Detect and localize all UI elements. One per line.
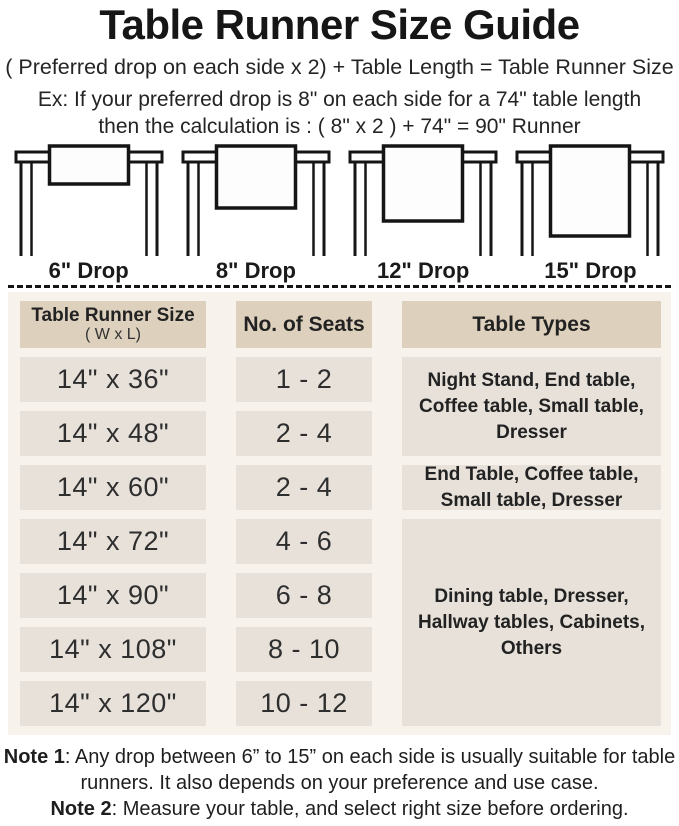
table-runner-diagram-icon [13,144,165,256]
table-runner-diagram-icon [180,144,332,256]
note-2-label: Note 2 [50,798,112,820]
note-1-text: : Any drop between 6” to 15” on each side is usually suitable for table runners. It also depends on your preference and use case. [64,746,676,794]
column-header-seats [236,301,372,348]
table-illustration-6-drop [5,144,172,285]
column-header-table-types [402,301,661,348]
column-header-runner-size [20,301,206,348]
seats-cell: 10 - 12 [236,681,372,726]
size-guide-panel [8,292,671,735]
drop-label-8: 8" Drop [215,258,296,283]
page-title: Table Runner Size Guide [99,1,580,48]
drop-label-15: 15" Drop [544,258,637,283]
formula-text: ( Preferred drop on each side x 2) + Table Length = Table Runner Size [5,55,674,79]
note-1 [2,744,678,796]
seats-cell: 1 - 2 [236,357,372,402]
note-1-label: Note 1 [3,746,65,768]
seats-cell: 2 - 4 [236,465,372,510]
table-illustration-8-drop [172,144,339,285]
drop-label-6: 6" Drop [48,258,129,283]
example-line-1: Ex: If your preferred drop is 8" on each side for a 74" table length [37,88,642,111]
size-cell: 14" x 36" [20,357,206,402]
header-table-types-title: Table Types [472,312,591,336]
header-runner-size-title: Table Runner Size [31,305,195,326]
size-cell: 14" x 60" [20,465,206,510]
size-cell: 14" x 72" [20,519,206,564]
table-runner-diagram-icon [514,144,666,256]
size-guide-table [20,301,661,726]
seats-cell: 4 - 6 [236,519,372,564]
header-seats-title: No. of Seats [243,312,365,336]
seats-cell: 2 - 4 [236,411,372,456]
size-cell: 14" x 48" [20,411,206,456]
note-2 [2,796,678,822]
notes-section [0,744,679,822]
table-illustration-12-drop [340,144,507,285]
seats-cell: 6 - 8 [236,573,372,618]
drop-label-12: 12" Drop [376,258,470,283]
note-2-text: : Measure your table, and select right size before ordering. [111,798,629,820]
size-cell: 14" x 120" [20,681,206,726]
size-cell: 14" x 90" [20,573,206,618]
table-types-group-small: Night Stand, End table, Coffee table, Small table, Dresser [402,357,661,456]
table-runner-diagram-icon [347,144,499,256]
seats-cell: 8 - 10 [236,627,372,672]
example-line-2: then the calculation is : ( 8" x 2 ) + 74" = 90" Runner [98,115,581,138]
drop-illustrations [0,144,679,285]
table-illustration-15-drop [507,144,674,285]
size-cell: 14" x 108" [20,627,206,672]
dashed-divider [8,285,671,288]
table-types-group-large: Dining table, Dresser, Hallway tables, Cabinets, Others [402,519,661,726]
table-types-group-medium: End Table, Coffee table, Small table, Dresser [402,465,661,510]
header-runner-size-sub: ( W x L) [85,326,141,343]
